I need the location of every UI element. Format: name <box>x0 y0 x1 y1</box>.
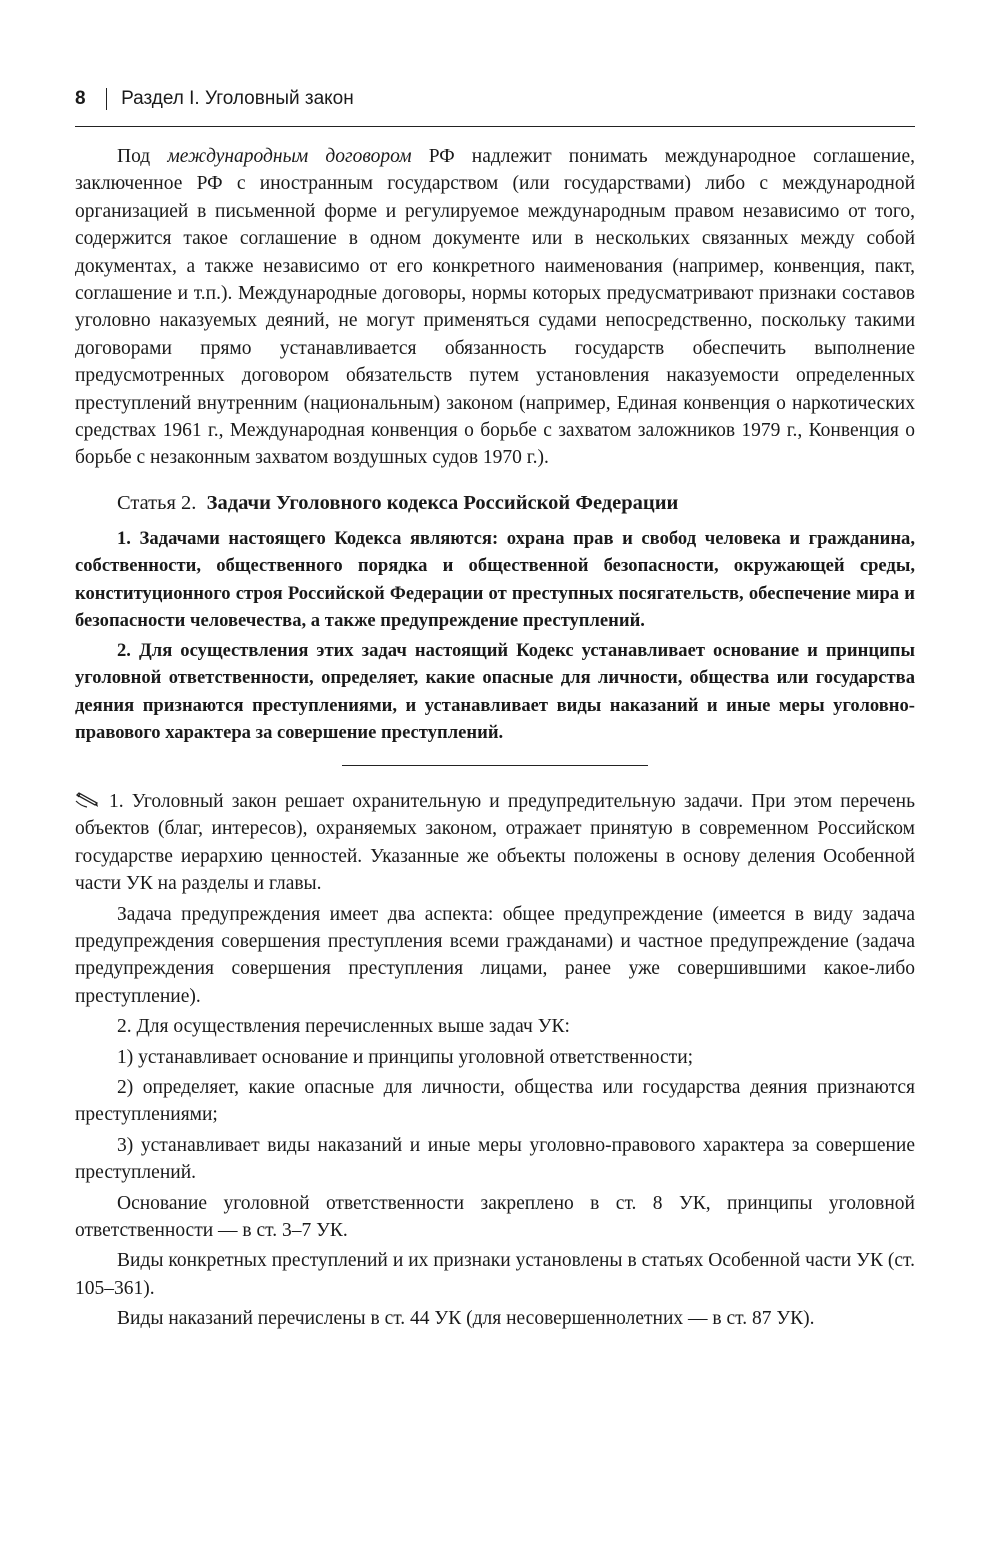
article-paragraph: 2. Для осуществления этих задач настоящий Кодекс устанавливает основание и принципы уголовной ответственности, определяет, какие опасные для личности, общества или государства деяния признаются преступлениями, и устанавливает виды наказаний и иные меры уголовно-правового характера за совершение преступлений. <box>75 639 915 744</box>
commentary-paragraph: 3) устанавливает виды наказаний и иные меры уголовно-правового характера за совершение преступлений. <box>75 1134 915 1184</box>
intro-term: международным договором <box>167 146 412 167</box>
intro-paragraph <box>75 143 915 472</box>
article-text <box>75 525 915 747</box>
commentary-paragraph: Основание уголовной ответственности закреплено в ст. 8 УК, принципы уголовной ответственности — в ст. 3–7 УК. <box>75 1192 915 1241</box>
header-separator <box>106 88 108 110</box>
article-label: Статья 2. <box>117 491 197 514</box>
article-paragraph: 1. Задачами настоящего Кодекса являются: охрана прав и свобод человека и гражданина, собственности, общественного порядка и общественной безопасности, окружающей среды, конституционного строя Российской Федерации от преступных посягательств, обеспечение мира и безопасности человечества, а также предупреждение преступлений. <box>75 527 915 632</box>
commentary-paragraph: 2) определяет, какие опасные для личности, общества или государства деяния признаются преступлениями; <box>75 1076 915 1126</box>
running-header <box>75 88 915 127</box>
section-title: Раздел I. Уголовный закон <box>121 88 354 109</box>
commentary-text: 1. Уголовный закон решает охранительную и предупредительную задачи. При этом перечень объектов (благ, интересов), охраняемых законом, отражает принятую в современном Российском государстве иерархию ценностей. Указанные же объекты положены в основу деления Особенной части УК на разделы и главы. <box>75 790 915 895</box>
commentary-paragraph: 2. Для осуществления перечисленных выше задач УК: <box>117 1016 570 1038</box>
section-divider <box>342 765 648 766</box>
commentary-paragraph: 1) устанавливает основание и принципы уголовной ответственности; <box>117 1046 694 1068</box>
commentary-paragraph: Виды наказаний перечислены в ст. 44 УК (для несовершеннолетних — в ст. 87 УК). <box>117 1308 815 1330</box>
pencil-icon <box>75 789 99 805</box>
intro-lead: Под <box>117 146 168 167</box>
commentary-paragraph: Виды конкретных преступлений и их признаки установлены в статьях Особенной части УК (ст. 105–361). <box>75 1250 915 1299</box>
commentary <box>75 788 915 1333</box>
page-content <box>75 143 915 1336</box>
intro-text: РФ надлежит понимать международное соглашение, заключенное РФ с иностранным государством (или государствами) либо с международной организацией в письменной форме и регулируемое международным правом независимо от того, содержится такое соглашение в одном документе или в нескольких связанных между собой документах, а также независимо от его конкретного наименования (например, конвенция, пакт, соглашение и т.п.). Международные договоры, нормы которых предусматривают признаки составов уголовно наказуемых деяний, не могут применяться судами непосредственно, поскольку такими договорами прямо устанавливается обязанность государств обеспечить выполнение предусмотренных договором обязательств путем установления наказуемости определенных преступлений внутренним (национальным) законом (например, Единая конвенция о наркотических средствах 1961 г., Международная конвенция о борьбе с захватом заложников 1979 г., Конвенция о борьбе с незаконным захватом воздушных судов 1970 г.). <box>75 146 915 469</box>
article-title: Задачи Уголовного кодекса Российской Федерации <box>206 491 679 514</box>
commentary-paragraph: Задача предупреждения имеет два аспекта: общее предупреждение (имеется в виду задача предупреждения совершения преступления всеми гражданами) и частное предупреждение (задача предупреждения совершения преступления лицами, ранее уже совершившими какое-либо преступление). <box>75 903 915 1007</box>
article-heading <box>75 489 915 517</box>
commentary-paragraph <box>75 788 915 898</box>
page-number: 8 <box>75 88 86 109</box>
